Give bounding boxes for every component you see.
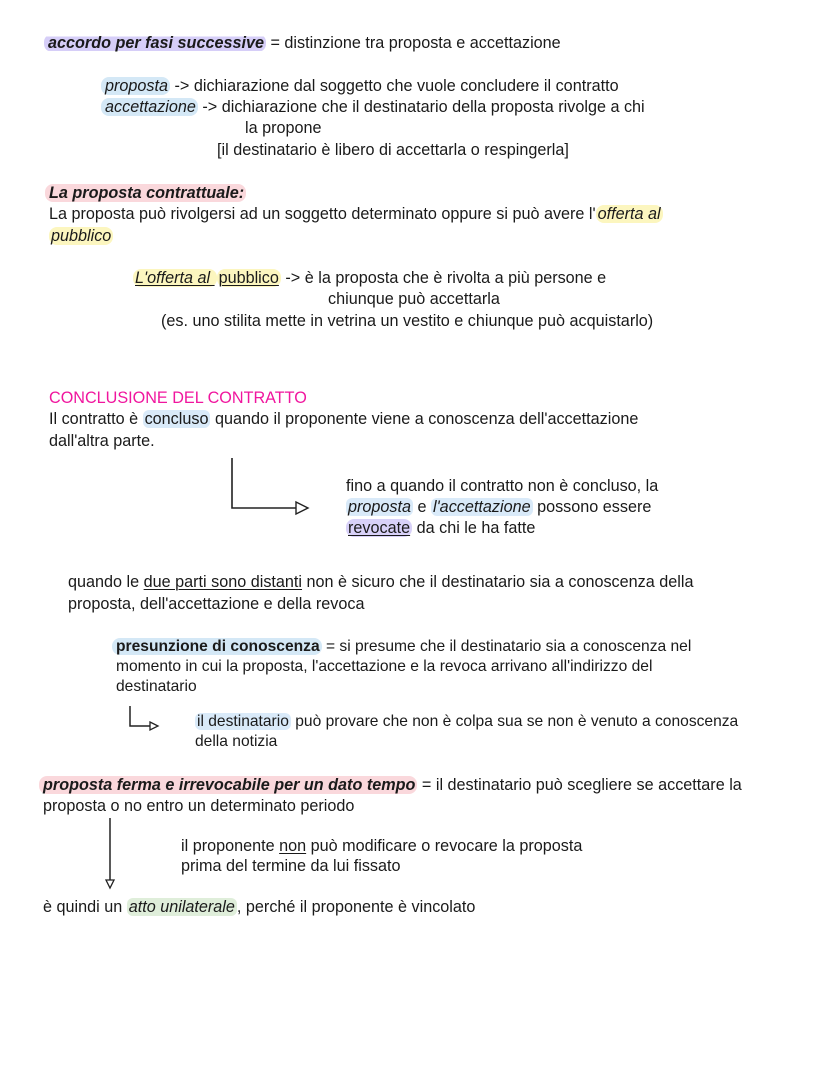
down-arrow-icon [100, 816, 120, 896]
offerta-term-b: pubblico [218, 269, 279, 287]
proposta-contrattuale-line2 [49, 226, 113, 247]
revoca-line3 [346, 518, 535, 539]
text: è quindi un [43, 898, 127, 916]
destinatario-note: [il destinatario è libero di accettarla o respingerla] [217, 141, 569, 159]
proposta-def: -> dichiarazione dal soggetto che vuole concludere il contratto [170, 77, 619, 95]
destinatario-hl: il destinatario [197, 713, 289, 730]
presunzione-term: presunzione di conoscenza [112, 638, 322, 655]
accettazione-def: -> dichiarazione che il destinatario della proposta rivolge a chi [197, 98, 645, 116]
text: Il contratto è [49, 410, 143, 428]
text: può modificare o revocare la proposta [306, 837, 583, 855]
distanti-underline: due parti sono distanti [143, 573, 303, 591]
distanti-line2: proposta, dell'accettazione e della revoca [68, 595, 365, 613]
offerta-cont: chiunque può accettarla [328, 290, 500, 308]
proponente-line1 [181, 836, 582, 857]
heading-text: La proposta contrattuale: [45, 184, 246, 202]
text: il proponente [181, 837, 280, 855]
atto-unilaterale-line [43, 897, 475, 918]
text: quando il proponente viene a conoscenza dell'accettazione [210, 410, 639, 428]
offerta-example: (es. uno stilita mette in vetrina un vestito e chiunque può acquistarlo) [161, 312, 654, 330]
conclusione-line2: dall'altra parte. [49, 432, 155, 450]
accettazione-def-line [105, 97, 645, 118]
text: può provare che non è colpa sua se non è venuto a conoscenza [290, 713, 739, 730]
presunzione-line1 [116, 637, 691, 657]
destinatario-prova-line1 [195, 712, 738, 732]
text: non è sicuro che il destinatario sia a conoscenza della [302, 573, 694, 591]
text: = si presume che il destinatario sia a conoscenza nel [321, 638, 692, 655]
conclusione-line1 [49, 409, 638, 430]
elbow-arrow-icon [222, 456, 312, 526]
destinatario-prova-line2: della notizia [195, 733, 278, 750]
proposta-contrattuale-line1 [49, 204, 663, 225]
accettazione-hl: l'accettazione [433, 498, 531, 516]
conclusione-heading: CONCLUSIONE DEL CONTRATTO [49, 389, 307, 407]
offerta-def: -> è la proposta che è rivolta a più persone e [280, 269, 607, 287]
small-elbow-arrow-icon [126, 704, 166, 734]
accordo-term: accordo per fasi successive [44, 34, 266, 52]
revocate-hl: revocate [348, 519, 411, 537]
atto-unilaterale-hl: atto unilaterale [128, 898, 235, 916]
text: quando le [68, 573, 144, 591]
presunzione-line2: momento in cui la proposta, l'accettazione e la revoca arrivano all'indirizzo del [116, 658, 653, 675]
accordo-line [48, 33, 561, 54]
proposta-contrattuale-heading [49, 183, 246, 204]
offerta-hl: offerta al [597, 205, 661, 223]
offerta-pubblico-line [133, 268, 606, 289]
text: e [413, 498, 431, 516]
proposta-ferma-term: proposta ferma e irrevocabile per un dato tempo [39, 776, 417, 794]
accettazione-term: accettazione [101, 98, 198, 116]
presunzione-line3: destinatario [116, 678, 197, 695]
line-text: La proposta può rivolgersi ad un soggetto determinato oppure si può avere l' [49, 205, 596, 223]
accettazione-cont: la propone [245, 119, 322, 137]
concluso-hl: concluso [144, 410, 209, 428]
text: = il destinatario può scegliere se accettare la [417, 776, 742, 794]
revoca-line1: fino a quando il contratto non è concluso, la [346, 477, 659, 495]
proposta-ferma-line1 [43, 775, 742, 796]
distanti-line1 [68, 572, 693, 593]
pubblico-hl: pubblico [51, 227, 112, 245]
proposta-ferma-line2: proposta o no entro un determinato periodo [43, 797, 355, 815]
text: possono essere [532, 498, 652, 516]
proposta-term: proposta [101, 77, 170, 95]
revoca-line2 [346, 497, 651, 518]
proponente-line2: prima del termine da lui fissato [181, 857, 401, 875]
offerta-term-a: L'offerta al [135, 269, 215, 287]
non-underline: non [279, 837, 307, 855]
proposta-def-line [105, 76, 619, 97]
proposta-hl: proposta [348, 498, 411, 516]
text: da chi le ha fatte [412, 519, 536, 537]
text: , perché il proponente è vincolato [236, 898, 476, 916]
accordo-rest: = distinzione tra proposta e accettazione [265, 34, 561, 52]
